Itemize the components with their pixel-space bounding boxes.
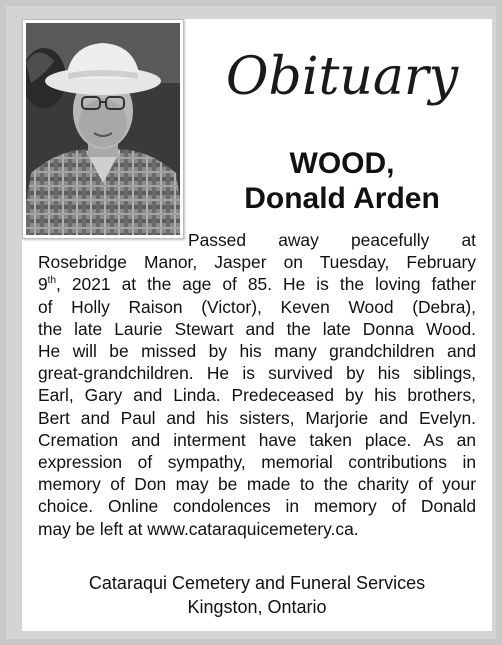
body-line: Earl, Gary and Linda. Predeceased by his brothers, bbox=[38, 385, 476, 406]
body-line: He will be missed by his many grandchildren and bbox=[38, 341, 476, 362]
body-line: the late Laurie Stewart and the late Donna Wood. bbox=[38, 318, 476, 339]
obituary-heading: Obituary bbox=[225, 47, 459, 107]
body-line: choice. Online condolences in memory of Donald bbox=[38, 496, 476, 517]
funeral-home-name: Cataraqui Cemetery and Funeral Services bbox=[88, 573, 426, 593]
body-line: Cremation and interment have taken place. As an bbox=[38, 429, 476, 450]
body-line: memory of Don may be made to the charity of your bbox=[38, 474, 476, 495]
body-line-text: Passed away peacefully at bbox=[188, 230, 476, 250]
portrait-photo bbox=[22, 19, 184, 239]
body-line bbox=[38, 229, 476, 251]
date-day: 9 bbox=[38, 274, 48, 295]
given-names: Donald Arden bbox=[244, 182, 440, 215]
obituary-panel bbox=[22, 19, 492, 631]
body-line: Bert and Paul and his sisters, Marjorie and Evelyn. bbox=[38, 407, 476, 428]
body-line: of Holly Raison (Victor), Keven Wood (Debra), bbox=[38, 296, 476, 317]
body-line-text: , 2021 at the age of 85. He is the loving father bbox=[56, 274, 476, 295]
body-line: great-grandchildren. He is survived by his siblings, bbox=[38, 363, 476, 384]
obituary-card bbox=[6, 6, 496, 639]
body-line: expression of sympathy, memorial contributions in bbox=[38, 452, 476, 473]
funeral-home-location: Kingston, Ontario bbox=[187, 597, 327, 617]
surname: WOOD, bbox=[289, 147, 395, 180]
body-line-website: may be left at www.cataraquicemetery.ca. bbox=[38, 518, 359, 539]
body-line: Rosebridge Manor, Jasper on Tuesday, February bbox=[38, 252, 476, 273]
body-line bbox=[38, 273, 476, 295]
portrait-illustration bbox=[26, 23, 180, 235]
portrait-image bbox=[26, 23, 180, 235]
date-suffix: th bbox=[47, 275, 57, 287]
obituary-body bbox=[38, 229, 476, 540]
